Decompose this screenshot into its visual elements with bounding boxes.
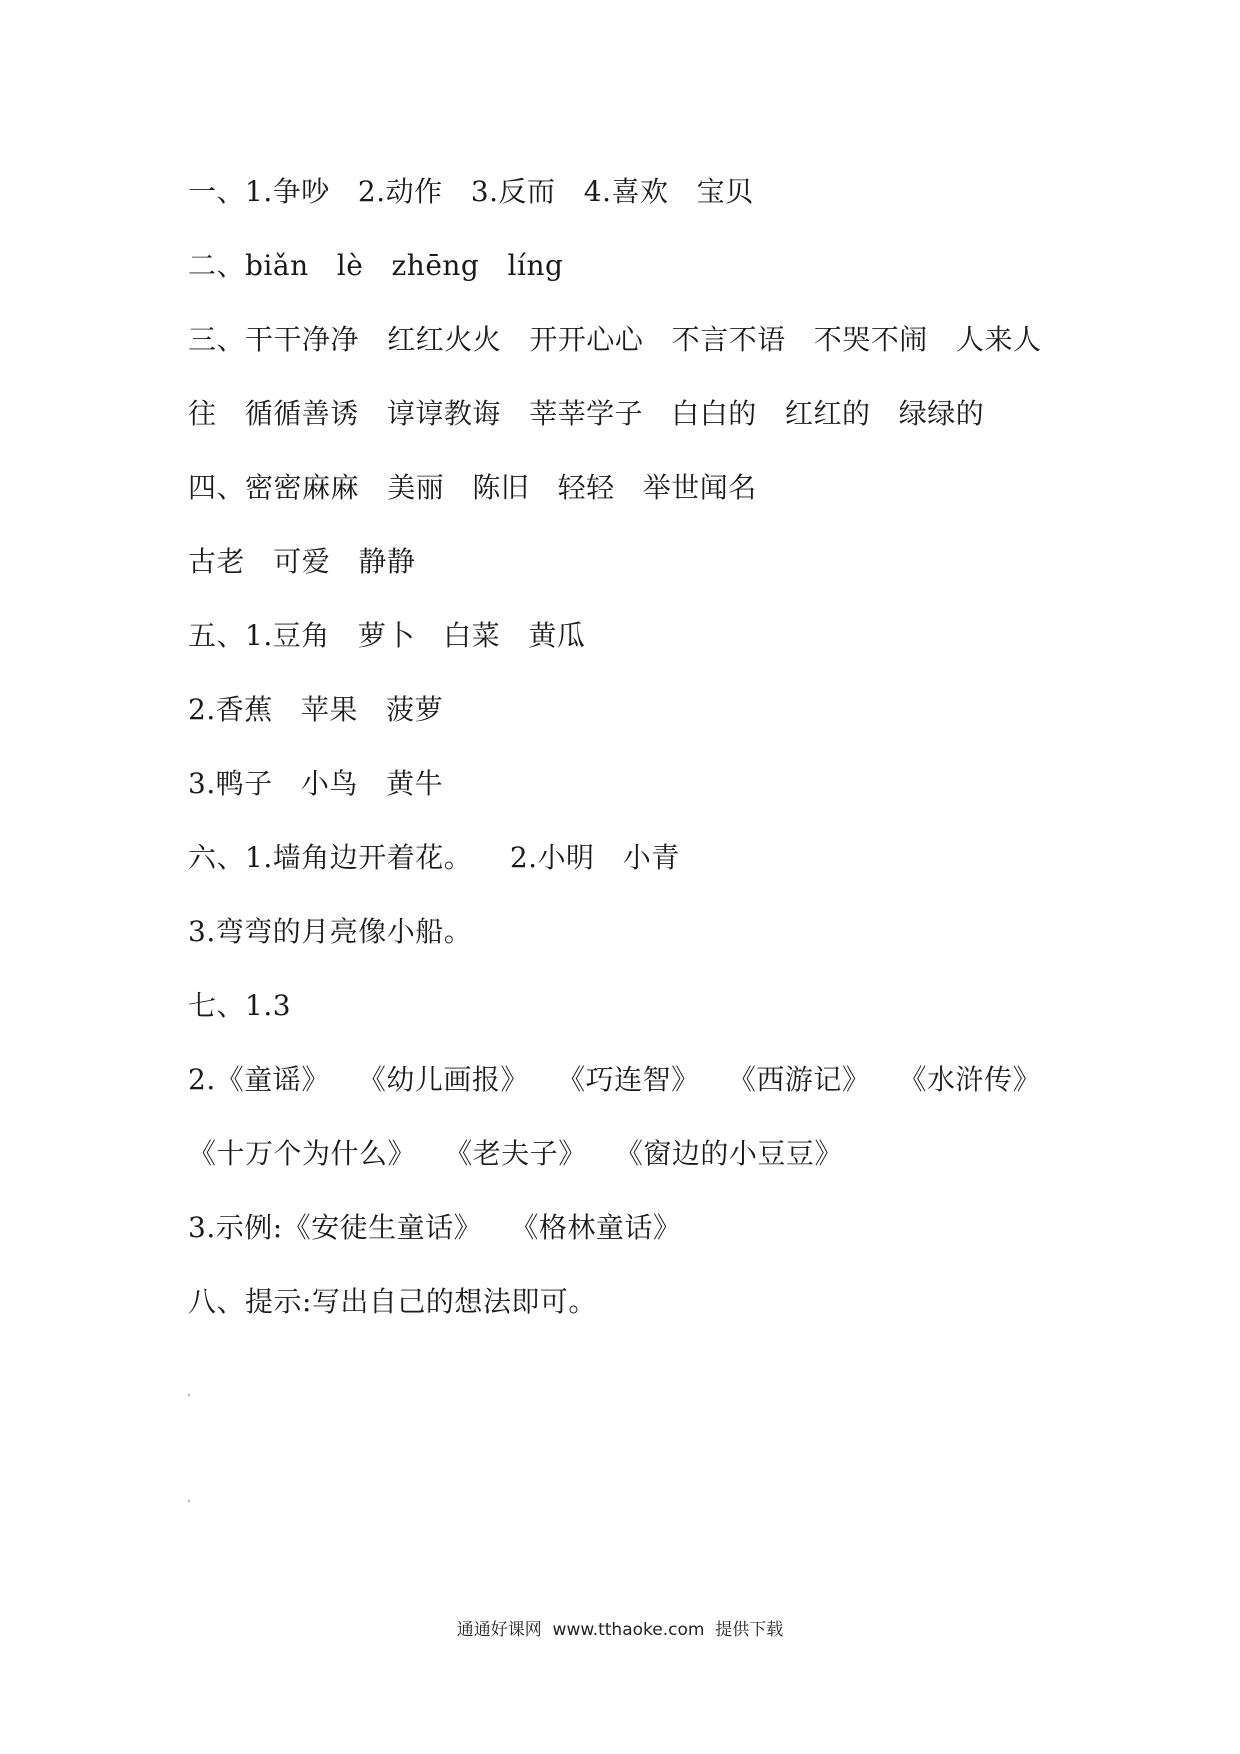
scan-speck bbox=[188, 1500, 190, 1502]
answer-line-14: 《十万个为什么》 《老夫子》 《窗边的小豆豆》 bbox=[188, 1137, 843, 1170]
answer-line-1: 一、1.争吵 2.动作 3.反而 4.喜欢 宝贝 bbox=[188, 175, 754, 208]
answer-line-8: 2.香蕉 苹果 菠萝 bbox=[188, 693, 444, 726]
answer-line-4: 往 循循善诱 谆谆教诲 莘莘学子 白白的 红红的 绿绿的 bbox=[188, 397, 985, 430]
answer-line-2: 二、biǎn lè zhēng líng bbox=[188, 249, 564, 282]
download-footer: 通通好课网 www.tthaoke.com 提供下载 bbox=[456, 1620, 784, 1640]
answer-line-16: 八、提示:写出自己的想法即可。 bbox=[188, 1285, 597, 1318]
scan-speck bbox=[188, 1394, 190, 1396]
answer-line-10: 六、1.墙角边开着花。 2.小明 小青 bbox=[188, 841, 680, 874]
answer-line-3: 三、干干净净 红红火火 开开心心 不言不语 不哭不闹 人来人 bbox=[188, 323, 1042, 356]
answer-line-5: 四、密密麻麻 美丽 陈旧 轻轻 举世闻名 bbox=[188, 471, 757, 504]
answer-line-15: 3.示例:《安徒生童话》 《格林童话》 bbox=[188, 1211, 682, 1244]
answer-line-11: 3.弯弯的月亮像小船。 bbox=[188, 915, 473, 948]
answer-line-6: 古老 可爱 静静 bbox=[188, 545, 416, 578]
answer-line-7: 五、1.豆角 萝卜 白菜 黄瓜 bbox=[188, 619, 586, 652]
answer-line-13: 2.《童谣》 《幼儿画报》 《巧连智》 《西游记》 《水浒传》 bbox=[188, 1063, 1042, 1096]
answer-line-12: 七、1.3 bbox=[188, 989, 292, 1022]
answer-line-9: 3.鸭子 小鸟 黄牛 bbox=[188, 767, 444, 800]
